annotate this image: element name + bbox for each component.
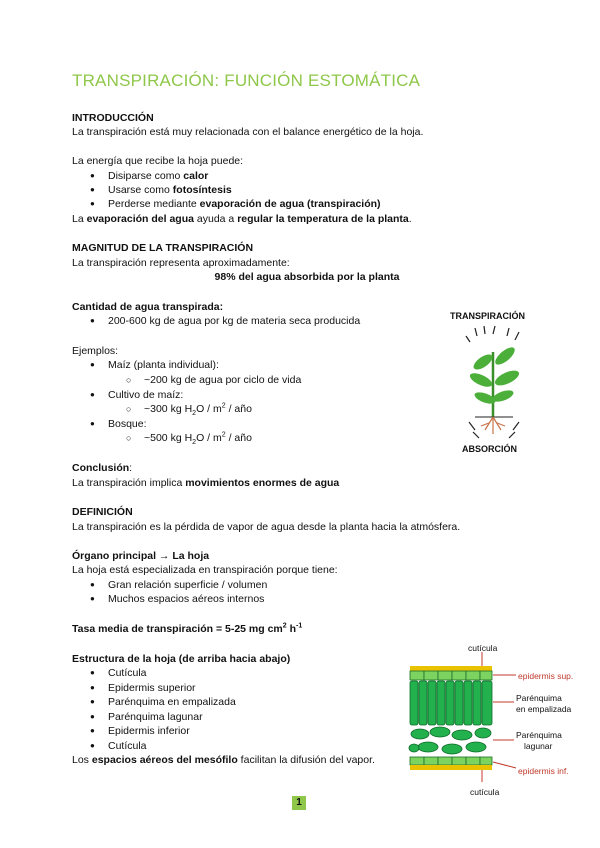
- magnitud-intro: La transpiración representa aproximadamente:: [72, 257, 290, 269]
- list-item: ○ ~200 kg de agua por ciclo de vida: [144, 373, 301, 388]
- list-item: ● 200-600 kg de agua por kg de materia seca producida: [108, 314, 360, 329]
- leaf-label-spongy: Parénquima lagunar: [516, 730, 562, 751]
- intro-conclusion: La evaporación del agua ayuda a regular la temperatura de la planta.: [72, 213, 412, 225]
- leaf-label-palisade: Parénquima en empalizada: [516, 693, 572, 714]
- conclusion-text: La transpiración implica movimientos enormes de agua: [72, 477, 340, 489]
- list-item: ● Gran relación superficie / volumen: [108, 578, 267, 593]
- list-item: ● Cultivo de maíz:: [108, 388, 183, 403]
- list-item: ● Epidermis superior: [108, 681, 196, 696]
- organo-paragraph: La hoja está especializada en transpiración porque tiene:: [72, 564, 338, 576]
- intro-paragraph: La transpiración está muy relacionada con el balance energético de la hoja.: [72, 126, 424, 138]
- list-item: ○ ~300 kg $H_2O / m^2$ / año: [144, 402, 252, 417]
- leaf-figure-label-bottom: cutícula: [470, 787, 500, 797]
- section-heading-intro: INTRODUCCIÓN: [72, 112, 154, 124]
- list-item: ● Maíz (planta individual):: [108, 358, 219, 373]
- definicion-paragraph: La transpiración es la pérdida de vapor de agua desde la planta hacia la atmósfera.: [72, 521, 461, 533]
- list-item: ● Perderse mediante evaporación de agua (transpiración): [108, 197, 381, 212]
- cantidad-heading: Cantidad de agua transpirada:: [72, 301, 224, 313]
- conclusion-heading: Conclusión:: [72, 462, 133, 474]
- list-item: ● Disiparse como calor: [108, 169, 208, 184]
- list-item: ● Parénquima lagunar: [108, 710, 203, 725]
- list-item: ○ ~500 kg $H_2O / m^2$ / año: [144, 431, 252, 446]
- list-item: ● Muchos espacios aéreos internos: [108, 592, 264, 607]
- ejemplos-label: Ejemplos:: [72, 345, 119, 357]
- final-sentence: Los espacios aéreos del mesófilo facilitan la difusión del vapor.: [72, 754, 375, 766]
- page-number: 1: [292, 796, 306, 810]
- list-item: ● Parénquima en empalizada: [108, 695, 236, 710]
- list-item: ● Cutícula: [108, 666, 147, 681]
- intro-energy-line: La energía que recibe la hoja puede:: [72, 155, 244, 167]
- leaf-label-epi-sup: epidermis sup.: [518, 671, 574, 681]
- absorption-arrows-icon: [469, 422, 519, 438]
- section-heading-definicion: DEFINICIÓN: [72, 506, 133, 518]
- plant-illustration: [455, 322, 535, 442]
- roots-icon: [481, 417, 505, 434]
- section-heading-magnitud: MAGNITUD DE LA TRANSPIRACIÓN: [72, 242, 254, 254]
- list-item: ● Usarse como fotosíntesis: [108, 183, 232, 198]
- list-item: ● Epidermis inferior: [108, 724, 190, 739]
- plant-figure-bottom-label: ABSORCIÓN: [462, 444, 518, 454]
- list-item: ● Cutícula: [108, 739, 147, 754]
- vapor-arrows-icon: [466, 326, 519, 342]
- plant-figure-top-label: TRANSPIRACIÓN: [450, 311, 526, 321]
- page-title: TRANSPIRACIÓN: FUNCIÓN ESTOMÁTICA: [72, 71, 421, 90]
- leaf-figure-label-top: cutícula: [468, 643, 498, 653]
- magnitud-highlight: 98% del agua absorbida por la planta: [214, 271, 400, 283]
- tasa-line: Tasa media de transpiración = 5-25 mg $cm^2$ $h^{-1}$: [72, 622, 303, 635]
- organo-heading: Órgano principal → La hoja: [72, 550, 210, 562]
- leaf-label-epi-inf: epidermis inf.: [518, 766, 569, 776]
- list-item: ● Bosque:: [108, 417, 147, 432]
- estructura-heading: Estructura de la hoja (de arriba hacia abajo): [72, 653, 291, 665]
